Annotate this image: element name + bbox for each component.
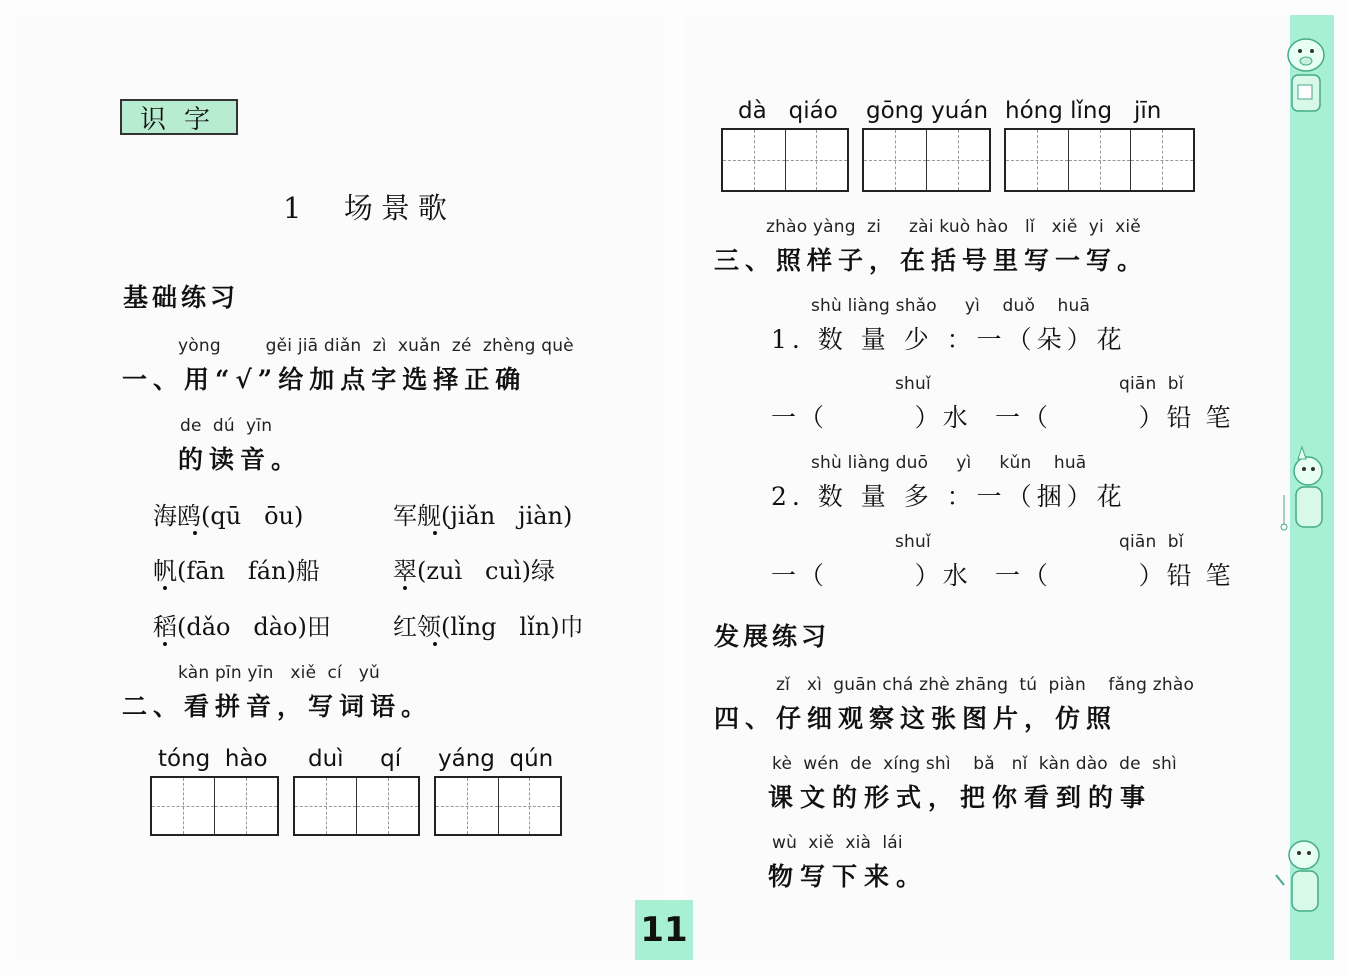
page-number: 11 xyxy=(635,900,693,960)
q4-instruction-line2: 课文的形式，把你看到的事 xyxy=(768,783,1153,812)
q4-instruction-line1: 四、仔细观察这张图片，仿照 xyxy=(714,704,1118,733)
q3-blank-pencil-1[interactable]: 一（ ）铅 笔 xyxy=(995,403,1234,432)
cartoon-pig-illustration xyxy=(1274,25,1334,135)
emphasis-dot xyxy=(433,531,437,535)
q1-pinyin-line1: yòng gěi jiā diǎn zì xuǎn zé zhèng què xyxy=(178,336,574,356)
q4-pinyin-line3: wù xiě xià lái xyxy=(772,833,903,853)
writing-grid[interactable] xyxy=(862,128,991,192)
q2-pinyin: kàn pīn yīn xiě cí yǔ xyxy=(178,663,380,683)
q2b-word-2-pinyin: gōng yuán xyxy=(866,98,989,124)
q2-word-3-pinyin: yáng qún xyxy=(438,746,554,772)
q4-pinyin-line2: kè wén de xíng shì bǎ nǐ kàn dào de shì xyxy=(772,754,1177,774)
cartoon-animal-illustration xyxy=(1274,825,1334,935)
q3-pinyin: zhào yàng zi zài kuò hào lǐ xiě yi xiě xyxy=(766,217,1141,237)
q3-example-1: 1. 数 量 少 ：一（朵）花 xyxy=(771,325,1127,354)
q3-line3-pinyin: shù liàng duō yì kǔn huā xyxy=(811,453,1087,473)
q1-item-4[interactable]: 翠(zuì cuì)绿 xyxy=(393,557,555,585)
q1-pinyin-line2: de dú yīn xyxy=(180,416,273,436)
q3-blank-water-1[interactable]: 一（ ）水 xyxy=(771,403,971,432)
emphasis-dot xyxy=(163,642,167,646)
q2b-word-1-pinyin: dà qiáo xyxy=(738,98,838,124)
decorative-side-strip xyxy=(1290,15,1334,960)
q3-instruction: 三、照样子，在括号里写一写。 xyxy=(714,246,1149,275)
q1-instruction-line1: 一、用“√”给加点字选择正确 xyxy=(122,365,527,394)
emphasis-dot xyxy=(433,642,437,646)
q2-instruction: 二、看拼音，写词语。 xyxy=(122,692,433,721)
section-basic-heading: 基础练习 xyxy=(123,283,240,312)
q2b-word-3-pinyin: hóng lǐng jīn xyxy=(1005,98,1162,124)
writing-grid[interactable] xyxy=(1004,128,1195,192)
q3-blank-pencil-2[interactable]: 一（ ）铅 笔 xyxy=(995,561,1234,590)
q3-blank-water-2[interactable]: 一（ ）水 xyxy=(771,561,971,590)
q4-instruction-line3: 物写下来。 xyxy=(768,862,929,891)
writing-grid[interactable] xyxy=(293,776,420,836)
writing-grid[interactable] xyxy=(150,776,279,836)
writing-grid[interactable] xyxy=(434,776,562,836)
q3-line2-pinyin-a: shuǐ xyxy=(895,374,931,394)
q1-item-6[interactable]: 红领(lǐng lǐn)巾 xyxy=(393,613,584,641)
q2-word-2-pinyin: duì qí xyxy=(308,746,402,772)
q1-item-5[interactable]: 稻(dǎo dào)田 xyxy=(153,613,331,641)
lesson-title: 1 场景歌 xyxy=(283,191,455,225)
q1-item-3[interactable]: 帆(fān fán)船 xyxy=(153,557,320,585)
q3-line1-pinyin: shù liàng shǎo yì duǒ huā xyxy=(811,296,1091,316)
cartoon-wolf-illustration xyxy=(1276,445,1336,555)
q3-line2-pinyin-b: qiān bǐ xyxy=(1119,374,1184,394)
q1-item-1[interactable]: 海鸥(qū ōu) xyxy=(153,502,304,530)
emphasis-dot xyxy=(193,531,197,535)
q3-example-2: 2. 数 量 多 ：一（捆）花 xyxy=(771,482,1127,511)
q1-instruction-line2: 的读音。 xyxy=(178,445,303,474)
q2-word-1-pinyin: tóng hào xyxy=(158,746,268,772)
writing-grid[interactable] xyxy=(721,128,849,192)
q3-line4-pinyin-a: shuǐ xyxy=(895,532,931,552)
q4-pinyin-line1: zǐ xì guān chá zhè zhāng tú piàn fǎng zhào xyxy=(776,675,1195,695)
q3-line4-pinyin-b: qiān bǐ xyxy=(1119,532,1184,552)
emphasis-dot xyxy=(403,586,407,590)
q1-item-2[interactable]: 军舰(jiǎn jiàn) xyxy=(393,502,573,530)
emphasis-dot xyxy=(163,586,167,590)
section-develop-heading: 发展练习 xyxy=(714,622,831,651)
section-tag: 识字 xyxy=(120,99,238,135)
